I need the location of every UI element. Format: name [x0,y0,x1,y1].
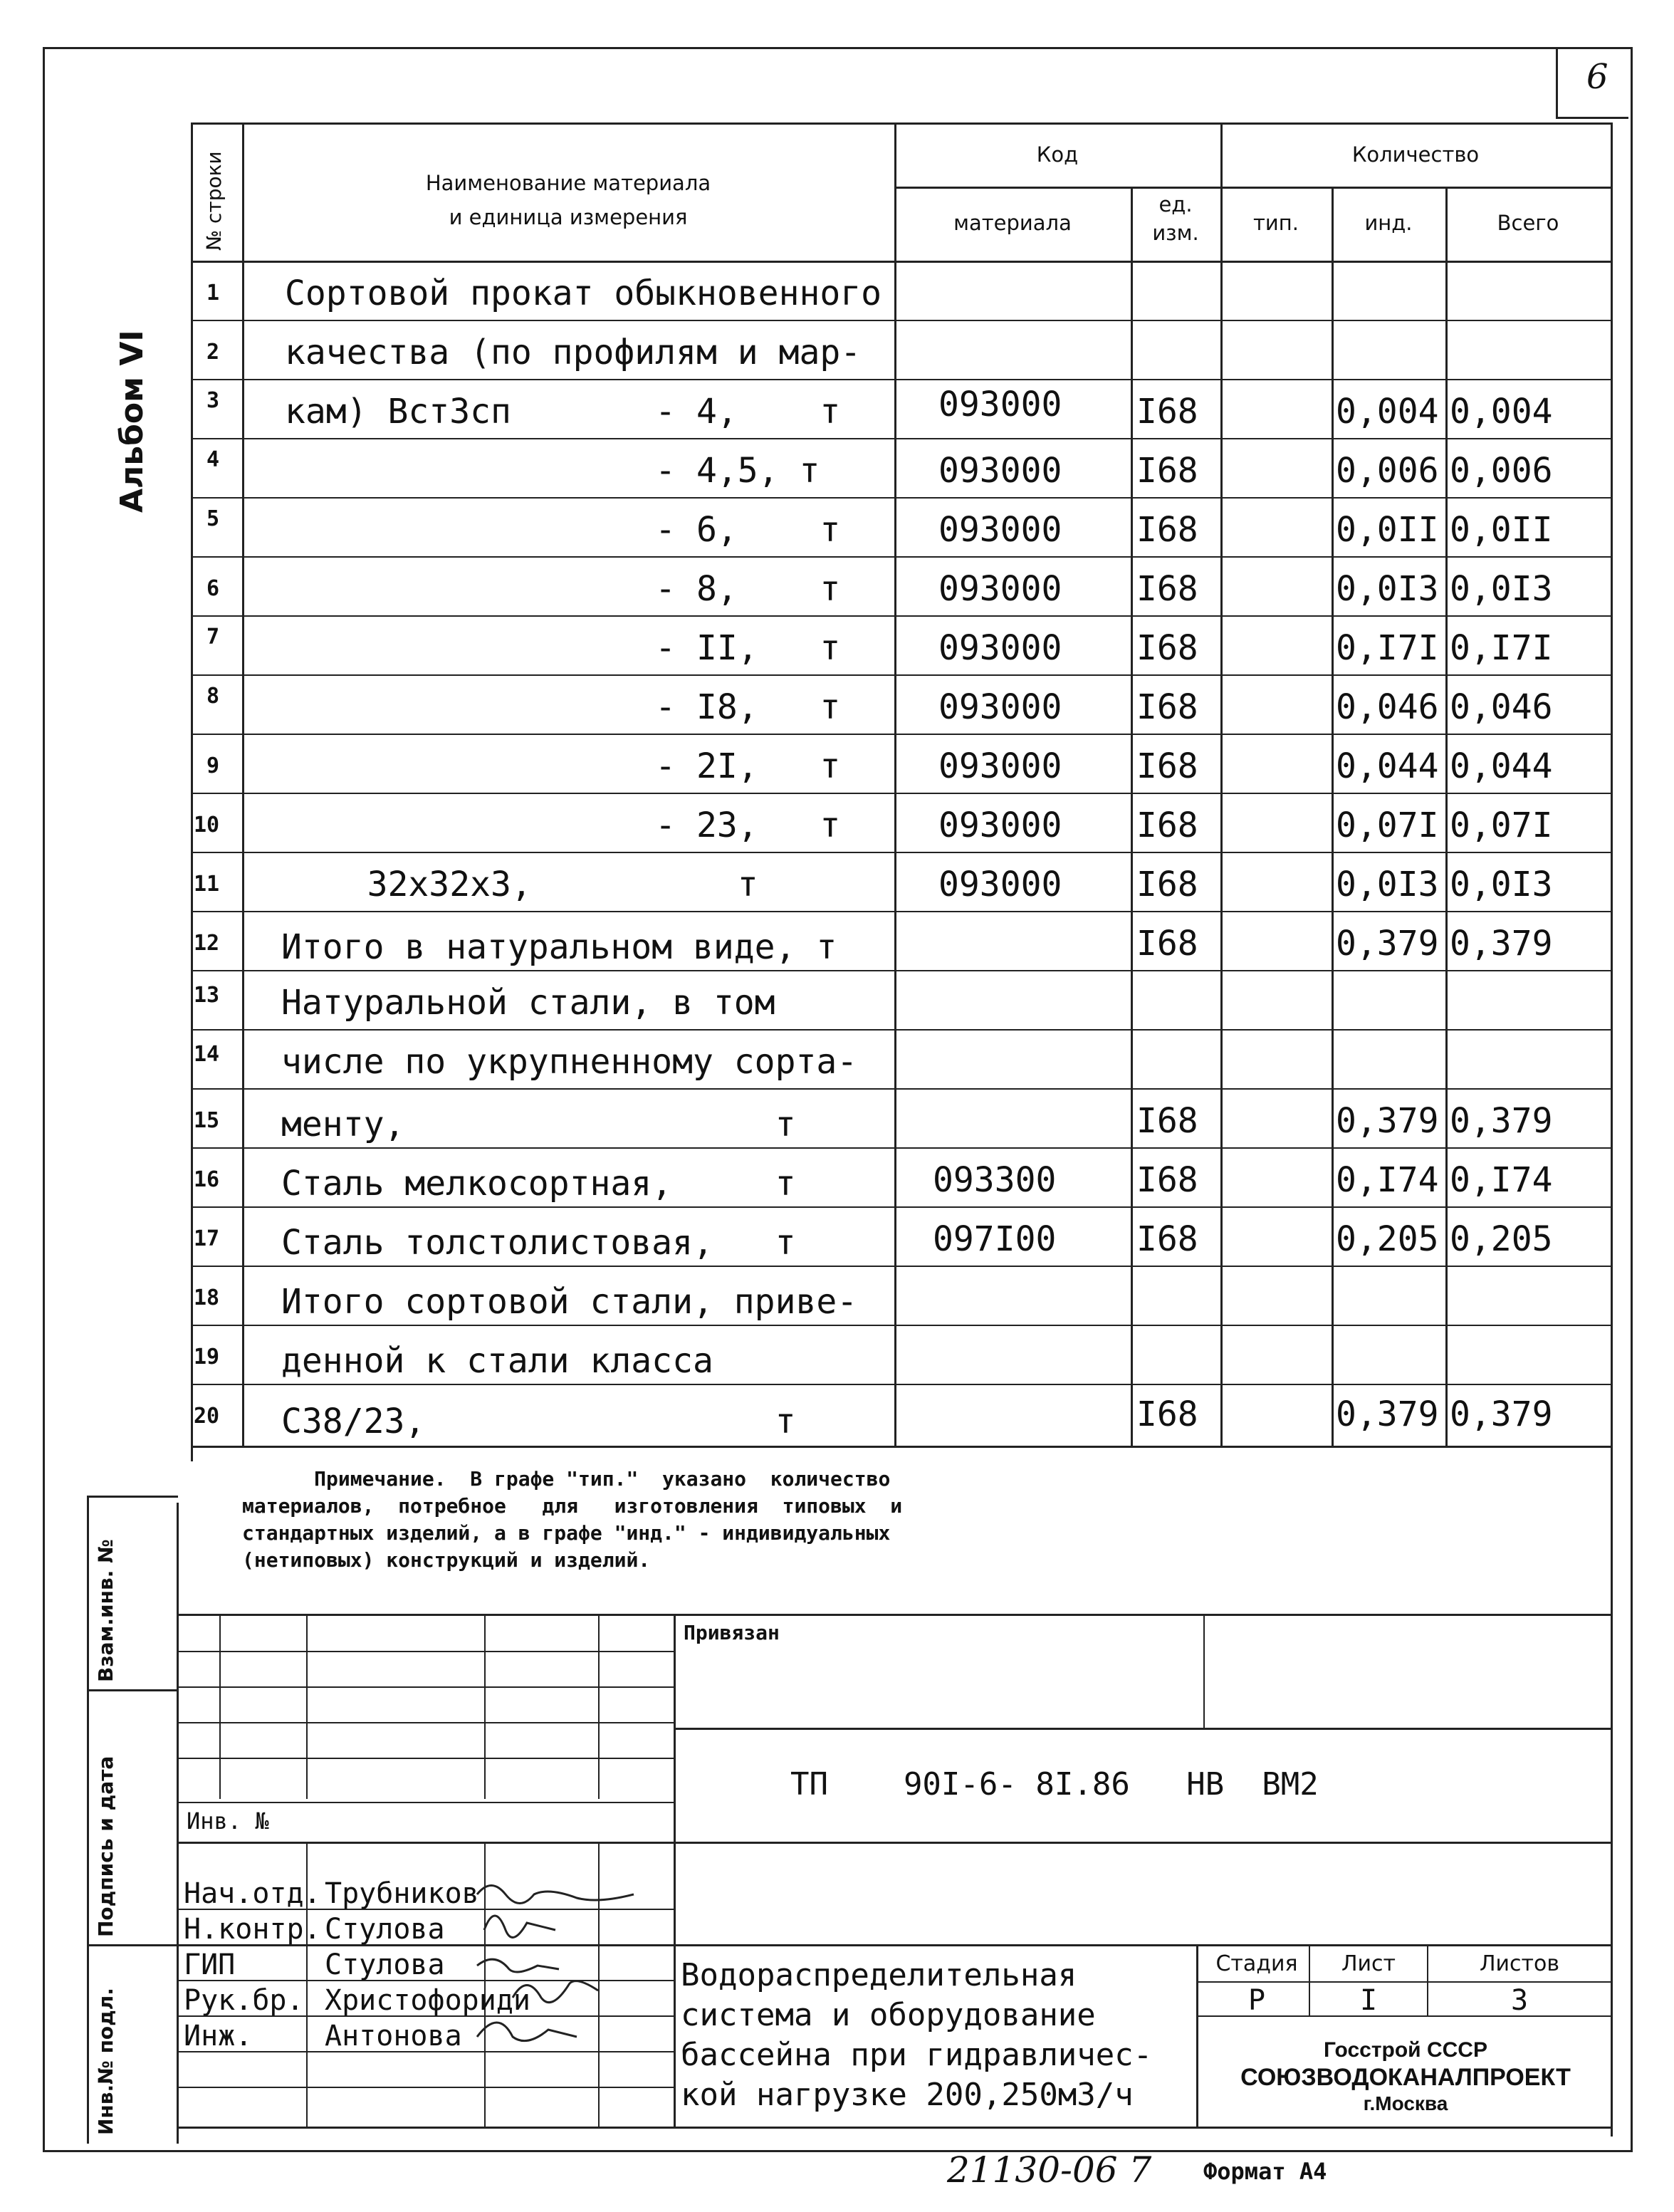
staff-role: ГИП [184,1948,236,1981]
row-number: 12 [194,931,220,956]
note-line2: материалов, потребное для изготовления типовых и [242,1494,903,1518]
row-unit: I68 [1136,628,1198,668]
row-ind: 0,07I [1336,805,1439,845]
row-unit: I68 [1136,746,1198,786]
row-code: 093000 [938,865,1062,904]
row-name: Натуральной стали, в том [281,983,775,1023]
side-label-podpis: Подпись и дата [94,1755,117,1937]
row-code: 093000 [938,805,1062,845]
title-line4: кой нагрузке 200,250м3/ч [681,2077,1134,2113]
header-quantity: Количество [1351,142,1480,167]
row-number: 16 [194,1167,220,1192]
staff-role: Инж. [184,2020,253,2052]
row-ind: 0,0II [1336,510,1439,550]
row-total: 0,I7I [1450,628,1553,668]
row-name: - 8, т [285,569,841,609]
row-number: 19 [194,1345,220,1370]
row-unit: I68 [1136,805,1198,845]
row-unit: I68 [1136,392,1198,432]
row-name: С38/23, т [281,1402,796,1441]
row-total: 0,0I3 [1450,569,1553,609]
row-name: Сталь мелкосортная, т [281,1164,796,1204]
row-ind: 0,205 [1336,1219,1439,1259]
row-name: - 6, т [285,510,841,550]
row-number: 3 [206,388,220,413]
row-total: 0,044 [1450,746,1553,786]
title-line2: система и оборудование [681,1997,1096,2033]
row-code: 093000 [938,385,1062,424]
header-q-ind: инд. [1364,211,1413,235]
row-name: - 2I, т [285,746,841,786]
row-name: кам) Вст3сп - 4, т [285,392,841,432]
header-unit-line1: ед. [1158,192,1193,216]
row-number: 13 [194,983,220,1008]
header-row-no: № строки [202,151,226,251]
side-label-vzam: Взам.инв. № [94,1539,117,1682]
note-line4: (нетиповых) конструкций и изделий. [242,1548,651,1572]
inv-no-label: Инв. № [187,1807,269,1835]
staff-name: Христофориди [325,1984,530,2017]
row-ind: 0,0I3 [1336,865,1439,904]
row-total: 0,379 [1450,1394,1553,1434]
row-number: 8 [206,684,220,709]
row-unit: I68 [1136,865,1198,904]
row-name: Итого сортовой стали, приве- [281,1282,858,1322]
row-ind: 0,379 [1336,1101,1439,1141]
row-ind: 0,379 [1336,1394,1439,1434]
header-unit-line2: изм. [1152,221,1199,245]
row-unit: I68 [1136,510,1198,550]
staff-role: Нач.отд. [184,1877,321,1910]
row-total: 0,046 [1450,687,1553,727]
album-label: Альбом VI [114,330,150,513]
row-number: 10 [194,813,220,838]
sheets-value: 3 [1510,1984,1529,2017]
row-ind: 0,0I3 [1336,569,1439,609]
row-unit: I68 [1136,924,1198,964]
header-name-line1: Наименование материала [425,171,711,195]
row-code: 097I00 [933,1219,1057,1259]
sheet-label: Лист [1341,1951,1396,1976]
row-name: Сталь толстолистовая, т [281,1223,796,1263]
row-number: 17 [194,1226,220,1251]
row-code: 093000 [938,510,1062,550]
row-name: - 23, т [285,805,841,845]
row-code: 093000 [938,451,1062,491]
row-number: 15 [194,1108,220,1133]
row-total: 0,0I3 [1450,865,1553,904]
row-total: 0,379 [1450,1101,1553,1141]
format-label: Формат А4 [1203,2158,1327,2185]
row-number: 20 [194,1404,220,1429]
row-name: Итого в натуральном виде, т [281,927,837,967]
signatures-icon [463,1873,676,2101]
org-line1: Госстрой СССР [1324,2038,1487,2062]
header-code-material: материала [953,211,1072,235]
stage-value: Р [1247,1984,1266,2017]
row-code: 093000 [938,746,1062,786]
row-ind: 0,046 [1336,687,1439,727]
row-number: 9 [206,753,220,778]
header-code: Код [1036,142,1079,167]
row-name: менту, т [281,1105,796,1144]
row-code: 093000 [938,628,1062,668]
row-name: денной к стали класса [281,1341,713,1381]
row-unit: I68 [1136,1160,1198,1200]
row-code: 093000 [938,569,1062,609]
org-line3: г.Москва [1363,2092,1448,2114]
row-unit: I68 [1136,569,1198,609]
row-number: 7 [206,625,220,649]
row-total: 0,0II [1450,510,1553,550]
row-number: 18 [194,1285,220,1310]
row-name: - II, т [285,628,841,668]
handwritten-number: 21130-06 7 [947,2149,1152,2191]
row-unit: I68 [1136,1219,1198,1259]
row-ind: 0,006 [1336,451,1439,491]
row-code: 093300 [933,1160,1057,1200]
staff-name: Стулова [325,1913,445,1946]
row-name: числе по укрупненному сорта- [281,1042,858,1082]
row-total: 0,07I [1450,805,1553,845]
stage-label: Стадия [1215,1951,1298,1976]
sheet-value: I [1359,1984,1378,2017]
row-unit: I68 [1136,687,1198,727]
org-line2: СОЮЗВОДОКАНАЛПРОЕКТ [1240,2064,1571,2091]
sheets-label: Листов [1479,1951,1560,1976]
row-name: 32х32х3, т [285,865,758,904]
staff-name: Антонова [325,2020,462,2052]
row-unit: I68 [1136,1394,1198,1434]
side-label-inv-podl: Инв.№ подл. [94,1988,117,2135]
row-total: 0,004 [1450,392,1553,432]
title-line1: Водораспределительная [681,1957,1077,1993]
header-q-typ: тип. [1253,211,1299,235]
title-line3: бассейна при гидравличес- [681,2037,1153,2073]
header-q-total: Всего [1497,211,1559,235]
page-number: 6 [1586,57,1608,97]
row-ind: 0,I7I [1336,628,1439,668]
note-line3: стандартных изделий, а в графе "инд." - индивидуальных [242,1521,891,1545]
row-ind: 0,044 [1336,746,1439,786]
document-code: ТП 90I-6- 8I.86 НВ ВМ2 [790,1766,1319,1803]
row-name: - 4,5, т [285,451,820,491]
row-total: 0,379 [1450,924,1553,964]
row-ind: 0,004 [1336,392,1439,432]
staff-role: Н.контр. [184,1913,321,1946]
row-total: 0,006 [1450,451,1553,491]
privyazan-label: Привязан [684,1621,780,1644]
row-code: 093000 [938,687,1062,727]
row-name: качества (по профилям и мар- [285,333,862,372]
row-total: 0,205 [1450,1219,1553,1259]
row-total: 0,I74 [1450,1160,1553,1200]
row-name: Сортовой прокат обыкновенного [285,273,882,313]
row-number: 5 [206,506,220,531]
staff-name: Трубников [325,1877,479,1910]
row-number: 2 [206,340,220,365]
header-name-line2: и единица измерения [449,205,688,229]
row-number: 14 [194,1042,220,1067]
row-number: 4 [206,447,220,472]
row-number: 6 [206,576,220,601]
row-number: 11 [194,872,220,897]
note-line1: Примечание. В графе "тип." указано количество [242,1467,891,1491]
row-ind: 0,379 [1336,924,1439,964]
row-number: 1 [206,281,220,306]
row-unit: I68 [1136,1101,1198,1141]
row-ind: 0,I74 [1336,1160,1439,1200]
staff-role: Рук.бр. [184,1984,304,2017]
staff-name: Стулова [325,1948,445,1981]
row-unit: I68 [1136,451,1198,491]
row-name: - I8, т [285,687,841,727]
